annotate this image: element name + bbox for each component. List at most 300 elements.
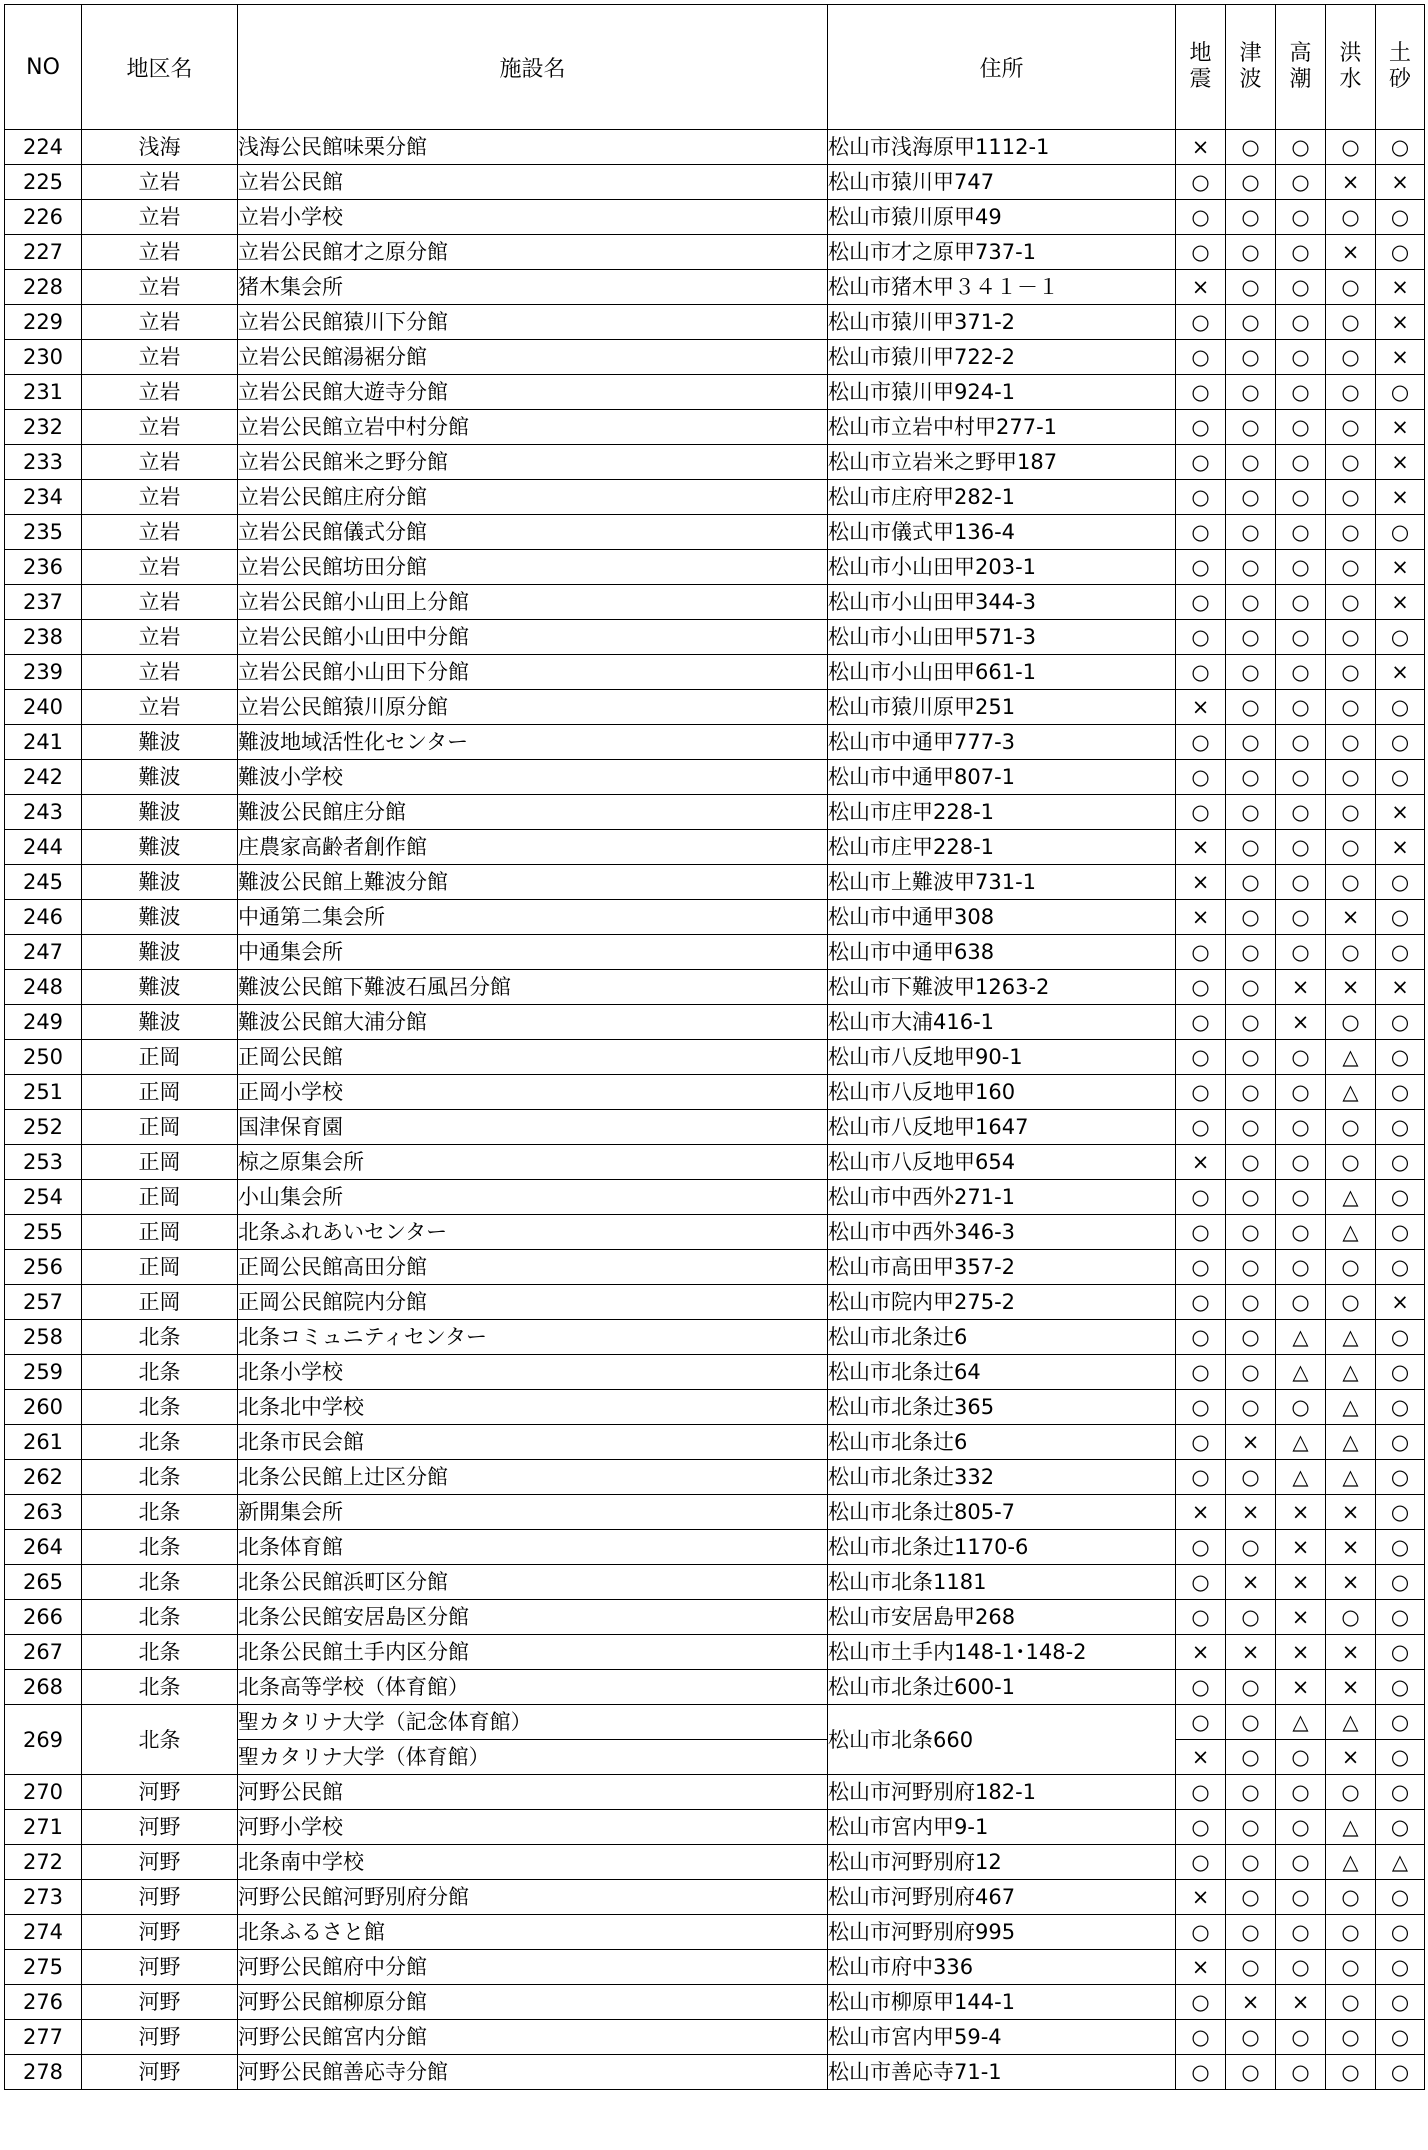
storm-surge-mark: ○ xyxy=(1276,830,1326,865)
address: 松山市才之原甲737-1 xyxy=(828,235,1176,270)
landslide-mark: ○ xyxy=(1376,1740,1425,1775)
storm-surge-mark: ○ xyxy=(1276,935,1326,970)
district-name: 立岩 xyxy=(82,340,238,375)
facility-name: 立岩公民館 xyxy=(238,165,828,200)
table-row xyxy=(5,270,1425,305)
table-row xyxy=(5,970,1425,1005)
facility-name: 難波公民館庄分館 xyxy=(238,795,828,830)
address: 松山市北条1181 xyxy=(828,1565,1176,1600)
tsunami-mark: ○ xyxy=(1226,1880,1276,1915)
storm-surge-mark: ○ xyxy=(1276,690,1326,725)
flood-mark: ○ xyxy=(1326,1880,1376,1915)
header-flood-line2: 水 xyxy=(1339,67,1362,92)
district-name: 立岩 xyxy=(82,585,238,620)
address: 松山市河野別府995 xyxy=(828,1915,1176,1950)
address: 松山市小山田甲203-1 xyxy=(828,550,1176,585)
facility-name: 北条公民館浜町区分館 xyxy=(238,1565,828,1600)
address: 松山市猿川甲747 xyxy=(828,165,1176,200)
row-number: 259 xyxy=(5,1355,82,1390)
facility-name: 河野公民館府中分館 xyxy=(238,1950,828,1985)
earthquake-mark: × xyxy=(1176,830,1226,865)
district-name: 河野 xyxy=(82,1950,238,1985)
storm-surge-mark: × xyxy=(1276,1985,1326,2020)
flood-mark: △ xyxy=(1326,1215,1376,1250)
tsunami-mark: ○ xyxy=(1226,200,1276,235)
table-row xyxy=(5,1950,1425,1985)
header-tsunami xyxy=(1226,5,1276,130)
district-name: 北条 xyxy=(82,1495,238,1530)
earthquake-mark: × xyxy=(1176,1495,1226,1530)
earthquake-mark: ○ xyxy=(1176,725,1226,760)
row-number: 256 xyxy=(5,1250,82,1285)
row-number: 240 xyxy=(5,690,82,725)
earthquake-mark: ○ xyxy=(1176,760,1226,795)
tsunami-mark: ○ xyxy=(1226,410,1276,445)
earthquake-mark: × xyxy=(1176,130,1226,165)
district-name: 北条 xyxy=(82,1425,238,1460)
earthquake-mark: ○ xyxy=(1176,935,1226,970)
district-name: 立岩 xyxy=(82,690,238,725)
row-number: 262 xyxy=(5,1460,82,1495)
address: 松山市大浦416-1 xyxy=(828,1005,1176,1040)
address: 松山市北条辻6 xyxy=(828,1320,1176,1355)
landslide-mark: ○ xyxy=(1376,1040,1425,1075)
table-row xyxy=(5,1600,1425,1635)
earthquake-mark: ○ xyxy=(1176,375,1226,410)
district-name: 浅海 xyxy=(82,130,238,165)
earthquake-mark: ○ xyxy=(1176,1530,1226,1565)
row-number: 242 xyxy=(5,760,82,795)
storm-surge-mark: ○ xyxy=(1276,130,1326,165)
landslide-mark: ○ xyxy=(1376,2020,1425,2055)
landslide-mark: ○ xyxy=(1376,900,1425,935)
earthquake-mark: ○ xyxy=(1176,1390,1226,1425)
landslide-mark: ○ xyxy=(1376,375,1425,410)
tsunami-mark: × xyxy=(1226,1425,1276,1460)
table-row xyxy=(5,1810,1425,1845)
table-row xyxy=(5,2055,1425,2090)
landslide-mark: ○ xyxy=(1376,1390,1425,1425)
district-name: 正岡 xyxy=(82,1145,238,1180)
address: 松山市中西外346-3 xyxy=(828,1215,1176,1250)
row-number: 257 xyxy=(5,1285,82,1320)
address: 松山市土手内148-1･148-2 xyxy=(828,1635,1176,1670)
table-row xyxy=(5,1285,1425,1320)
address: 松山市八反地甲90-1 xyxy=(828,1040,1176,1075)
address: 松山市河野別府467 xyxy=(828,1880,1176,1915)
facility-name: 正岡公民館高田分館 xyxy=(238,1250,828,1285)
row-number: 276 xyxy=(5,1985,82,2020)
facility-name: 中通第二集会所 xyxy=(238,900,828,935)
row-number: 228 xyxy=(5,270,82,305)
tsunami-mark: ○ xyxy=(1226,515,1276,550)
table-row xyxy=(5,1530,1425,1565)
flood-mark: × xyxy=(1326,1670,1376,1705)
district-name: 難波 xyxy=(82,970,238,1005)
row-number: 227 xyxy=(5,235,82,270)
facility-name: 立岩公民館猿川下分館 xyxy=(238,305,828,340)
storm-surge-mark: ○ xyxy=(1276,1390,1326,1425)
table-row xyxy=(5,445,1425,480)
address: 松山市八反地甲654 xyxy=(828,1145,1176,1180)
facility-name: 北条高等学校（体育館） xyxy=(238,1670,828,1705)
landslide-mark: ○ xyxy=(1376,1775,1425,1810)
district-name: 立岩 xyxy=(82,620,238,655)
facility-name: 国津保育園 xyxy=(238,1110,828,1145)
storm-surge-mark: ○ xyxy=(1276,480,1326,515)
facility-name: 河野公民館善応寺分館 xyxy=(238,2055,828,2090)
address: 松山市中通甲638 xyxy=(828,935,1176,970)
landslide-mark: ○ xyxy=(1376,865,1425,900)
earthquake-mark: ○ xyxy=(1176,1810,1226,1845)
district-name: 立岩 xyxy=(82,445,238,480)
facility-name: 立岩公民館小山田下分館 xyxy=(238,655,828,690)
landslide-mark: ○ xyxy=(1376,200,1425,235)
row-number: 263 xyxy=(5,1495,82,1530)
landslide-mark: ○ xyxy=(1376,1810,1425,1845)
header-earthquake-line2: 震 xyxy=(1189,67,1212,92)
table-row xyxy=(5,760,1425,795)
facility-name: 北条小学校 xyxy=(238,1355,828,1390)
storm-surge-mark: ○ xyxy=(1276,865,1326,900)
earthquake-mark: ○ xyxy=(1176,2020,1226,2055)
flood-mark: ○ xyxy=(1326,760,1376,795)
table-row xyxy=(5,200,1425,235)
district-name: 北条 xyxy=(82,1705,238,1775)
landslide-mark: ○ xyxy=(1376,1215,1425,1250)
address: 松山市小山田甲344-3 xyxy=(828,585,1176,620)
address: 松山市宮内甲9-1 xyxy=(828,1810,1176,1845)
row-number: 230 xyxy=(5,340,82,375)
district-name: 正岡 xyxy=(82,1250,238,1285)
landslide-mark: × xyxy=(1376,340,1425,375)
storm-surge-mark: ○ xyxy=(1276,1075,1326,1110)
flood-mark: ○ xyxy=(1326,795,1376,830)
landslide-mark: ○ xyxy=(1376,1075,1425,1110)
facility-name: 河野公民館柳原分館 xyxy=(238,1985,828,2020)
address: 松山市院内甲275-2 xyxy=(828,1285,1176,1320)
address: 松山市小山田甲661-1 xyxy=(828,655,1176,690)
address: 松山市猿川甲371-2 xyxy=(828,305,1176,340)
district-name: 河野 xyxy=(82,1810,238,1845)
district-name: 難波 xyxy=(82,830,238,865)
district-name: 河野 xyxy=(82,2020,238,2055)
district-name: 正岡 xyxy=(82,1215,238,1250)
flood-mark: △ xyxy=(1326,1460,1376,1495)
facility-name: 難波公民館下難波石風呂分館 xyxy=(238,970,828,1005)
storm-surge-mark: ○ xyxy=(1276,515,1326,550)
landslide-mark: ○ xyxy=(1376,1670,1425,1705)
storm-surge-mark: × xyxy=(1276,1495,1326,1530)
flood-mark: × xyxy=(1326,1565,1376,1600)
earthquake-mark: ○ xyxy=(1176,1845,1226,1880)
landslide-mark: ○ xyxy=(1376,1110,1425,1145)
facility-name: 河野公民館 xyxy=(238,1775,828,1810)
flood-mark: ○ xyxy=(1326,585,1376,620)
facility-name: 正岡公民館院内分館 xyxy=(238,1285,828,1320)
earthquake-mark: ○ xyxy=(1176,1565,1226,1600)
table-row xyxy=(5,340,1425,375)
landslide-mark: ○ xyxy=(1376,725,1425,760)
earthquake-mark: ○ xyxy=(1176,1705,1226,1740)
landslide-mark: ○ xyxy=(1376,1635,1425,1670)
facility-name: 立岩公民館大遊寺分館 xyxy=(238,375,828,410)
storm-surge-mark: ○ xyxy=(1276,1285,1326,1320)
landslide-mark: ○ xyxy=(1376,1180,1425,1215)
facility-name: 立岩公民館庄府分館 xyxy=(238,480,828,515)
row-number: 270 xyxy=(5,1775,82,1810)
tsunami-mark: × xyxy=(1226,1565,1276,1600)
table-row xyxy=(5,1075,1425,1110)
facility-name: 椋之原集会所 xyxy=(238,1145,828,1180)
district-name: 正岡 xyxy=(82,1180,238,1215)
table-row xyxy=(5,165,1425,200)
storm-surge-mark: ○ xyxy=(1276,1180,1326,1215)
earthquake-mark: ○ xyxy=(1176,1180,1226,1215)
tsunami-mark: ○ xyxy=(1226,760,1276,795)
address: 松山市猿川甲924-1 xyxy=(828,375,1176,410)
earthquake-mark: ○ xyxy=(1176,340,1226,375)
address: 松山市安居島甲268 xyxy=(828,1600,1176,1635)
district-name: 難波 xyxy=(82,935,238,970)
storm-surge-mark: ○ xyxy=(1276,165,1326,200)
storm-surge-mark: ○ xyxy=(1276,550,1326,585)
header-earthquake-line1: 地 xyxy=(1189,41,1212,66)
landslide-mark: ○ xyxy=(1376,130,1425,165)
row-number: 271 xyxy=(5,1810,82,1845)
storm-surge-mark: ○ xyxy=(1276,2055,1326,2090)
district-name: 立岩 xyxy=(82,480,238,515)
landslide-mark: ○ xyxy=(1376,690,1425,725)
table-row xyxy=(5,1320,1425,1355)
table-row xyxy=(5,585,1425,620)
flood-mark: ○ xyxy=(1326,550,1376,585)
landslide-mark: ○ xyxy=(1376,1320,1425,1355)
row-number: 264 xyxy=(5,1530,82,1565)
header-storm-surge-line2: 潮 xyxy=(1289,67,1312,92)
landslide-mark: ○ xyxy=(1376,1425,1425,1460)
landslide-mark: ○ xyxy=(1376,2055,1425,2090)
tsunami-mark: ○ xyxy=(1226,1915,1276,1950)
facility-name: 立岩公民館湯裾分館 xyxy=(238,340,828,375)
flood-mark: ○ xyxy=(1326,1915,1376,1950)
table-row xyxy=(5,1635,1425,1670)
earthquake-mark: ○ xyxy=(1176,1075,1226,1110)
row-number: 254 xyxy=(5,1180,82,1215)
address: 松山市猿川原甲49 xyxy=(828,200,1176,235)
landslide-mark: × xyxy=(1376,795,1425,830)
row-number: 239 xyxy=(5,655,82,690)
tsunami-mark: ○ xyxy=(1226,1040,1276,1075)
tsunami-mark: ○ xyxy=(1226,1110,1276,1145)
facility-name: 浅海公民館味栗分館 xyxy=(238,130,828,165)
header-flood-line1: 洪 xyxy=(1339,41,1362,66)
flood-mark: ○ xyxy=(1326,1250,1376,1285)
table-row xyxy=(5,690,1425,725)
address: 松山市庄甲228-1 xyxy=(828,795,1176,830)
earthquake-mark: ○ xyxy=(1176,1670,1226,1705)
tsunami-mark: ○ xyxy=(1226,1215,1276,1250)
storm-surge-mark: ○ xyxy=(1276,1845,1326,1880)
earthquake-mark: ○ xyxy=(1176,1285,1226,1320)
tsunami-mark: ○ xyxy=(1226,305,1276,340)
earthquake-mark: ○ xyxy=(1176,445,1226,480)
landslide-mark: ○ xyxy=(1376,1915,1425,1950)
landslide-mark: × xyxy=(1376,305,1425,340)
tsunami-mark: ○ xyxy=(1226,375,1276,410)
row-number: 238 xyxy=(5,620,82,655)
flood-mark: ○ xyxy=(1326,200,1376,235)
district-name: 北条 xyxy=(82,1670,238,1705)
flood-mark: ○ xyxy=(1326,935,1376,970)
address: 松山市浅海原甲1112-1 xyxy=(828,130,1176,165)
table-row xyxy=(5,830,1425,865)
facility-name: 中通集会所 xyxy=(238,935,828,970)
tsunami-mark: ○ xyxy=(1226,1250,1276,1285)
flood-mark: ○ xyxy=(1326,515,1376,550)
row-number: 268 xyxy=(5,1670,82,1705)
table-row xyxy=(5,1145,1425,1180)
row-number: 278 xyxy=(5,2055,82,2090)
earthquake-mark: × xyxy=(1176,690,1226,725)
flood-mark: × xyxy=(1326,900,1376,935)
facility-name: 立岩公民館坊田分館 xyxy=(238,550,828,585)
table-row xyxy=(5,1250,1425,1285)
table-row xyxy=(5,1460,1425,1495)
row-number: 234 xyxy=(5,480,82,515)
earthquake-mark: ○ xyxy=(1176,1425,1226,1460)
facility-name: 聖カタリナ大学（記念体育館） xyxy=(238,1705,828,1740)
flood-mark: ○ xyxy=(1326,480,1376,515)
district-name: 正岡 xyxy=(82,1110,238,1145)
table-row xyxy=(5,375,1425,410)
earthquake-mark: ○ xyxy=(1176,655,1226,690)
earthquake-mark: ○ xyxy=(1176,410,1226,445)
earthquake-mark: ○ xyxy=(1176,515,1226,550)
storm-surge-mark: △ xyxy=(1276,1320,1326,1355)
flood-mark: △ xyxy=(1326,1355,1376,1390)
facility-name: 難波小学校 xyxy=(238,760,828,795)
row-number: 229 xyxy=(5,305,82,340)
earthquake-mark: × xyxy=(1176,900,1226,935)
district-name: 正岡 xyxy=(82,1040,238,1075)
row-number: 233 xyxy=(5,445,82,480)
tsunami-mark: ○ xyxy=(1226,795,1276,830)
tsunami-mark: ○ xyxy=(1226,935,1276,970)
district-name: 立岩 xyxy=(82,305,238,340)
facility-name: 難波公民館大浦分館 xyxy=(238,1005,828,1040)
facility-name: 北条ふるさと館 xyxy=(238,1915,828,1950)
tsunami-mark: ○ xyxy=(1226,1600,1276,1635)
storm-surge-mark: ○ xyxy=(1276,1145,1326,1180)
table-row xyxy=(5,1705,1425,1740)
facility-name: 立岩公民館米之野分館 xyxy=(238,445,828,480)
storm-surge-mark: ○ xyxy=(1276,270,1326,305)
tsunami-mark: ○ xyxy=(1226,1005,1276,1040)
row-number: 272 xyxy=(5,1845,82,1880)
storm-surge-mark: ○ xyxy=(1276,1775,1326,1810)
tsunami-mark: ○ xyxy=(1226,1460,1276,1495)
district-name: 河野 xyxy=(82,1845,238,1880)
address: 松山市猿川甲722-2 xyxy=(828,340,1176,375)
row-number: 246 xyxy=(5,900,82,935)
table-row xyxy=(5,1985,1425,2020)
storm-surge-mark: ○ xyxy=(1276,340,1326,375)
tsunami-mark: ○ xyxy=(1226,1670,1276,1705)
row-number: 275 xyxy=(5,1950,82,1985)
tsunami-mark: ○ xyxy=(1226,165,1276,200)
row-number: 248 xyxy=(5,970,82,1005)
storm-surge-mark: ○ xyxy=(1276,585,1326,620)
header-district: 地区名 xyxy=(82,5,238,130)
facility-name: 立岩公民館小山田中分館 xyxy=(238,620,828,655)
storm-surge-mark: ○ xyxy=(1276,1810,1326,1845)
tsunami-mark: ○ xyxy=(1226,1740,1276,1775)
storm-surge-mark: ○ xyxy=(1276,200,1326,235)
landslide-mark: ○ xyxy=(1376,1460,1425,1495)
tsunami-mark: ○ xyxy=(1226,270,1276,305)
flood-mark: △ xyxy=(1326,1040,1376,1075)
tsunami-mark: ○ xyxy=(1226,1530,1276,1565)
facility-name: 正岡公民館 xyxy=(238,1040,828,1075)
header-flood xyxy=(1326,5,1376,130)
header-landslide-line2: 砂 xyxy=(1388,67,1411,92)
storm-surge-mark: ○ xyxy=(1276,1040,1326,1075)
district-name: 難波 xyxy=(82,795,238,830)
table-row xyxy=(5,1670,1425,1705)
row-number: 231 xyxy=(5,375,82,410)
earthquake-mark: ○ xyxy=(1176,970,1226,1005)
storm-surge-mark: △ xyxy=(1276,1705,1326,1740)
address: 松山市北条辻600-1 xyxy=(828,1670,1176,1705)
flood-mark: ○ xyxy=(1326,830,1376,865)
facility-name: 河野公民館河野別府分館 xyxy=(238,1880,828,1915)
tsunami-mark: ○ xyxy=(1226,865,1276,900)
district-name: 北条 xyxy=(82,1460,238,1495)
district-name: 立岩 xyxy=(82,235,238,270)
flood-mark: ○ xyxy=(1326,270,1376,305)
flood-mark: ○ xyxy=(1326,620,1376,655)
earthquake-mark: ○ xyxy=(1176,1110,1226,1145)
landslide-mark: × xyxy=(1376,445,1425,480)
address: 松山市中通甲777-3 xyxy=(828,725,1176,760)
earthquake-mark: × xyxy=(1176,865,1226,900)
table-row xyxy=(5,1040,1425,1075)
flood-mark: × xyxy=(1326,1495,1376,1530)
facility-name: 聖カタリナ大学（体育館） xyxy=(238,1740,828,1775)
row-number: 274 xyxy=(5,1915,82,1950)
address: 松山市北条辻1170-6 xyxy=(828,1530,1176,1565)
tsunami-mark: ○ xyxy=(1226,2020,1276,2055)
landslide-mark: × xyxy=(1376,655,1425,690)
row-number: 225 xyxy=(5,165,82,200)
row-number: 226 xyxy=(5,200,82,235)
landslide-mark: ○ xyxy=(1376,1495,1425,1530)
header-tsunami-line2: 波 xyxy=(1239,67,1262,92)
table-row xyxy=(5,865,1425,900)
facility-name: 難波公民館上難波分館 xyxy=(238,865,828,900)
landslide-mark: ○ xyxy=(1376,1530,1425,1565)
storm-surge-mark: ○ xyxy=(1276,305,1326,340)
earthquake-mark: ○ xyxy=(1176,165,1226,200)
tsunami-mark: ○ xyxy=(1226,1075,1276,1110)
table-row xyxy=(5,2020,1425,2055)
tsunami-mark: ○ xyxy=(1226,2055,1276,2090)
district-name: 難波 xyxy=(82,865,238,900)
address: 松山市河野別府12 xyxy=(828,1845,1176,1880)
row-number: 258 xyxy=(5,1320,82,1355)
earthquake-mark: ○ xyxy=(1176,1250,1226,1285)
